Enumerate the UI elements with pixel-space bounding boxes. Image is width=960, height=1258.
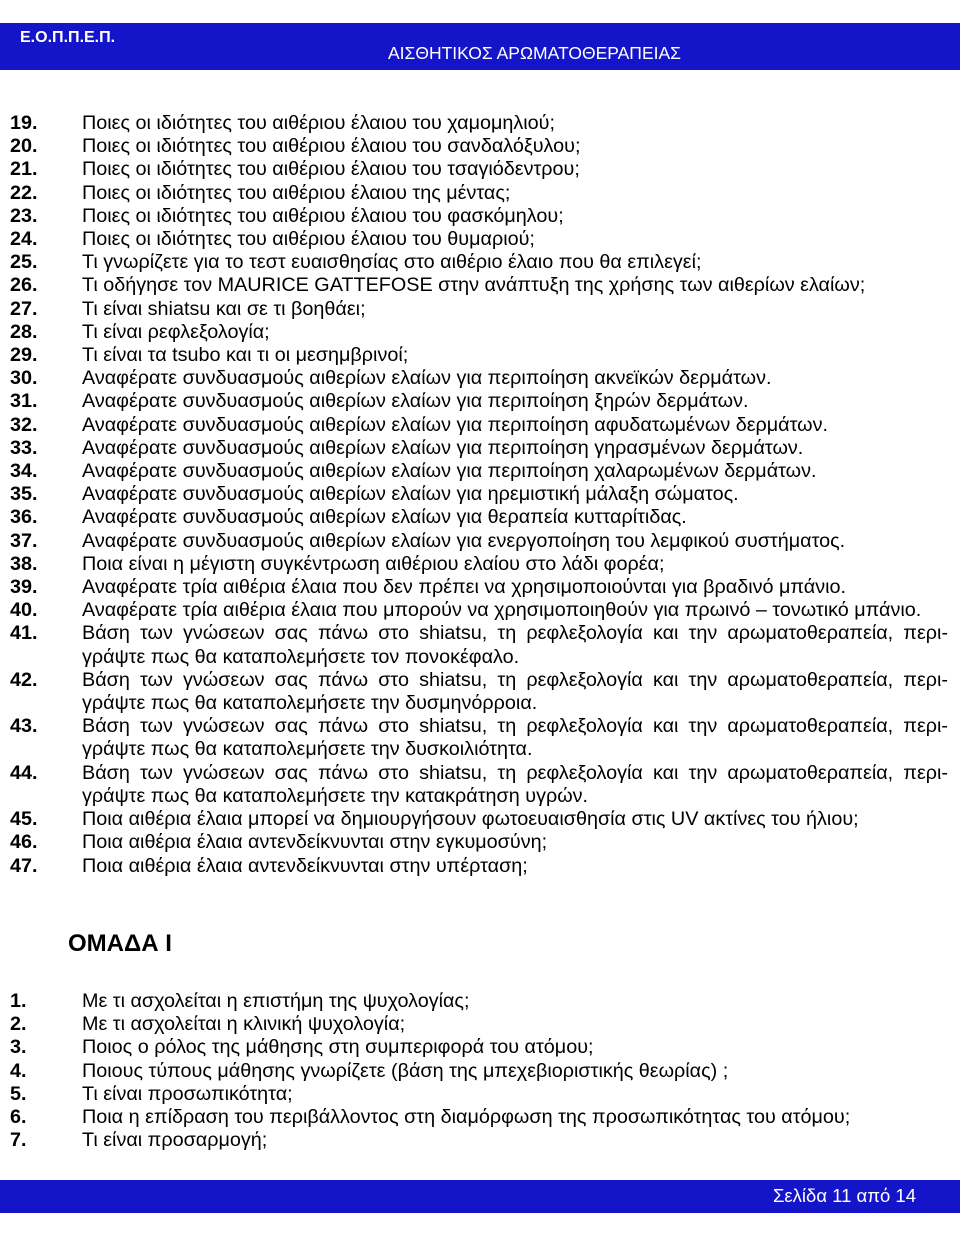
question-number: 22.	[10, 181, 38, 204]
group-question-list	[0, 990, 960, 1152]
question-text: Ποιες οι ιδιότητες του αιθέριου έλαιου του σανδαλόξυλου;	[82, 135, 581, 158]
question-number: 44.	[10, 761, 38, 784]
question-text-line: γράψτε πως θα καταπολεμήσετε την κατακράτηση υγρών.	[82, 784, 589, 807]
question-text: Τι είναι προσωπικότητα;	[82, 1082, 293, 1105]
question-number: 7.	[10, 1129, 27, 1152]
question-item	[0, 530, 960, 553]
question-text-line: γράψτε πως θα καταπολεμήσετε την δυσμηνόρροια.	[82, 692, 538, 715]
question-item	[0, 460, 960, 483]
question-text: Ποια αιθέρια έλαια μπορεί να δημιουργήσουν φωτοευαισθησία στις UV ακτίνες του ήλιου;	[82, 808, 859, 831]
question-text: Ποια η επίδραση του περιβάλλοντος στη διαμόρφωση της προσωπικότητας του ατόμου;	[82, 1106, 851, 1129]
question-number: 1.	[10, 990, 27, 1012]
question-number: 41.	[10, 622, 38, 645]
question-item	[0, 274, 960, 297]
question-text: Τι γνωρίζετε για το τεστ ευαισθησίας στο αιθέριο έλαιο που θα επιλεγεί;	[82, 251, 702, 274]
question-number: 3.	[10, 1036, 27, 1059]
question-number: 35.	[10, 483, 38, 506]
question-item	[0, 576, 960, 599]
page-number: Σελίδα 11 από 14	[773, 1185, 916, 1206]
question-number: 4.	[10, 1059, 27, 1082]
question-text: Τι είναι τα tsubo και τι οι μεσημβρινοί;	[82, 344, 409, 367]
question-text: Ποιες οι ιδιότητες του αιθέριου έλαιου του φασκόμηλου;	[82, 204, 564, 227]
question-number: 27.	[10, 297, 38, 320]
question-item	[0, 990, 960, 1013]
question-text: Ποιες οι ιδιότητες του αιθέριου έλαιου του χαμομηλιού;	[82, 112, 555, 134]
question-item	[0, 321, 960, 344]
question-number: 25.	[10, 251, 38, 274]
organization-name: Ε.Ο.Π.Π.Ε.Π.	[20, 29, 116, 46]
question-number: 24.	[10, 228, 38, 251]
question-text: Ποια αιθέρια έλαια αντενδείκνυνται στην εγκυμοσύνη;	[82, 831, 548, 854]
question-text-line: Βάση των γνώσεων σας πάνω στο shiatsu, τη ρεφλεξολογία και την αρωματοθεραπεία, περι-	[82, 715, 948, 738]
question-item	[0, 1106, 960, 1129]
question-number: 47.	[10, 854, 38, 877]
question-number: 5.	[10, 1082, 27, 1105]
question-item	[0, 483, 960, 506]
question-item	[0, 228, 960, 251]
question-text: Αναφέρατε συνδυασμούς αιθερίων ελαίων για περιποίηση ακνεϊκών δερμάτων.	[82, 367, 772, 390]
question-number: 6.	[10, 1106, 27, 1129]
question-item	[0, 344, 960, 367]
question-text: Αναφέρατε τρία αιθέρια έλαια που δεν πρέπει να χρησιμοποιούνται για βραδινό μπάνιο.	[82, 576, 846, 599]
question-text: Αναφέρατε συνδυασμούς αιθερίων ελαίων για περιποίηση γηρασμένων δερμάτων.	[82, 436, 804, 459]
question-number: 2.	[10, 1013, 27, 1036]
question-text: Τι είναι ρεφλεξολογία;	[82, 320, 270, 343]
question-item	[0, 158, 960, 181]
question-item	[0, 251, 960, 274]
question-item	[0, 414, 960, 437]
question-item	[0, 182, 960, 205]
question-number: 33.	[10, 436, 38, 459]
question-number: 39.	[10, 576, 38, 599]
question-number: 23.	[10, 204, 38, 227]
question-item	[0, 1013, 960, 1036]
question-item	[0, 112, 960, 135]
question-item	[0, 437, 960, 460]
question-item	[0, 298, 960, 321]
question-text: Αναφέρατε συνδυασμούς αιθερίων ελαίων για ηρεμιστική μάλαξη σώματος.	[82, 483, 739, 506]
question-number: 21.	[10, 158, 38, 181]
question-text: Αναφέρατε συνδυασμούς αιθερίων ελαίων για ενεργοποίηση του λεμφικού συστήματος.	[82, 529, 846, 552]
question-text: Αναφέρατε συνδυασμούς αιθερίων ελαίων για περιποίηση αφυδατωμένων δερμάτων.	[82, 413, 828, 436]
question-item	[0, 1060, 960, 1083]
question-item	[0, 669, 960, 715]
question-text: Ποια είναι η μέγιστη συγκέντρωση αιθέριου ελαίου στο λάδι φορέα;	[82, 552, 665, 575]
question-text: Με τι ασχολείται η επιστήμη της ψυχολογίας;	[82, 990, 470, 1012]
question-number: 19.	[10, 112, 38, 134]
question-number: 38.	[10, 552, 38, 575]
question-text: Αναφέρατε τρία αιθέρια έλαια που μπορούν να χρησιμοποιηθούν για πρωινό – τονωτικό μπάνιο.	[82, 599, 922, 622]
question-number: 30.	[10, 367, 38, 390]
question-text-line: Βάση των γνώσεων σας πάνω στο shiatsu, τη ρεφλεξολογία και την αρωματοθεραπεία, περι-	[82, 668, 948, 691]
question-text: Ποιους τύπους μάθησης γνωρίζετε (βάση της μπεχεβιοριστικής θεωρίας) ;	[82, 1059, 729, 1082]
question-text: Με τι ασχολείται η κλινική ψυχολογία;	[82, 1013, 406, 1036]
question-number: 43.	[10, 715, 38, 738]
question-text: Αναφέρατε συνδυασμούς αιθερίων ελαίων για περιποίηση χαλαρωμένων δερμάτων.	[82, 460, 817, 483]
question-text: Τι είναι προσαρμογή;	[82, 1129, 268, 1152]
question-number: 29.	[10, 344, 38, 367]
question-item	[0, 390, 960, 413]
question-item	[0, 855, 960, 878]
question-item	[0, 1129, 960, 1152]
question-number: 28.	[10, 320, 38, 343]
question-item	[0, 831, 960, 854]
question-text: Αναφέρατε συνδυασμούς αιθερίων ελαίων για περιποίηση ξηρών δερμάτων.	[82, 390, 749, 413]
question-text: Ποιες οι ιδιότητες του αιθέριου έλαιου της μέντας;	[82, 181, 511, 204]
question-text: Τι είναι shiatsu και σε τι βοηθάει;	[82, 297, 366, 320]
question-text-line: γράψτε πως θα καταπολεμήσετε την δυσκοιλιότητα.	[82, 738, 533, 761]
question-text: Ποιες οι ιδιότητες του αιθέριου έλαιου του θυμαριού;	[82, 228, 535, 251]
specialty-title: ΑΙΣΘΗΤΙΚΟΣ ΑΡΩΜΑΤΟΘΕΡΑΠΕΙΑΣ	[388, 43, 681, 63]
question-text: Ποιες οι ιδιότητες του αιθέριου έλαιου του τσαγιόδεντρου;	[82, 158, 580, 181]
question-item	[0, 808, 960, 831]
question-item	[0, 135, 960, 158]
group-title: ΟΜΑΔΑ Ι	[68, 930, 172, 957]
question-text-line: Βάση των γνώσεων σας πάνω στο shiatsu, τη ρεφλεξολογία και την αρωματοθεραπεία, περι-	[82, 761, 948, 784]
question-item	[0, 715, 960, 761]
question-number: 40.	[10, 599, 38, 622]
question-number: 20.	[10, 135, 38, 158]
question-text: Ποια αιθέρια έλαια αντενδείκνυνται στην υπέρταση;	[82, 854, 528, 877]
question-text: Τι οδήγησε τον MAURICE GATTEFOSE στην ανάπτυξη της χρήσης των αιθερίων ελαίων;	[82, 274, 866, 297]
question-number: 45.	[10, 808, 38, 831]
question-item	[0, 1036, 960, 1059]
question-number: 42.	[10, 668, 38, 691]
question-number: 26.	[10, 274, 38, 297]
question-text-line: γράψτε πως θα καταπολεμήσετε τον πονοκέφαλο.	[82, 645, 520, 668]
question-number: 46.	[10, 831, 38, 854]
question-text: Αναφέρατε συνδυασμούς αιθερίων ελαίων για θεραπεία κυτταρίτιδας.	[82, 506, 687, 529]
question-list	[0, 112, 960, 878]
question-number: 34.	[10, 460, 38, 483]
question-number: 36.	[10, 506, 38, 529]
question-number: 37.	[10, 529, 38, 552]
question-item	[0, 367, 960, 390]
question-item	[0, 205, 960, 228]
question-item	[0, 599, 960, 622]
question-text: Ποιος ο ρόλος της μάθησης στη συμπεριφορά του ατόμου;	[82, 1036, 594, 1059]
question-number: 32.	[10, 413, 38, 436]
question-item	[0, 622, 960, 668]
question-item	[0, 762, 960, 808]
question-item	[0, 553, 960, 576]
question-item	[0, 506, 960, 529]
question-text-line: Βάση των γνώσεων σας πάνω στο shiatsu, τη ρεφλεξολογία και την αρωματοθεραπεία, περι-	[82, 622, 948, 645]
question-item	[0, 1083, 960, 1106]
question-number: 31.	[10, 390, 38, 413]
